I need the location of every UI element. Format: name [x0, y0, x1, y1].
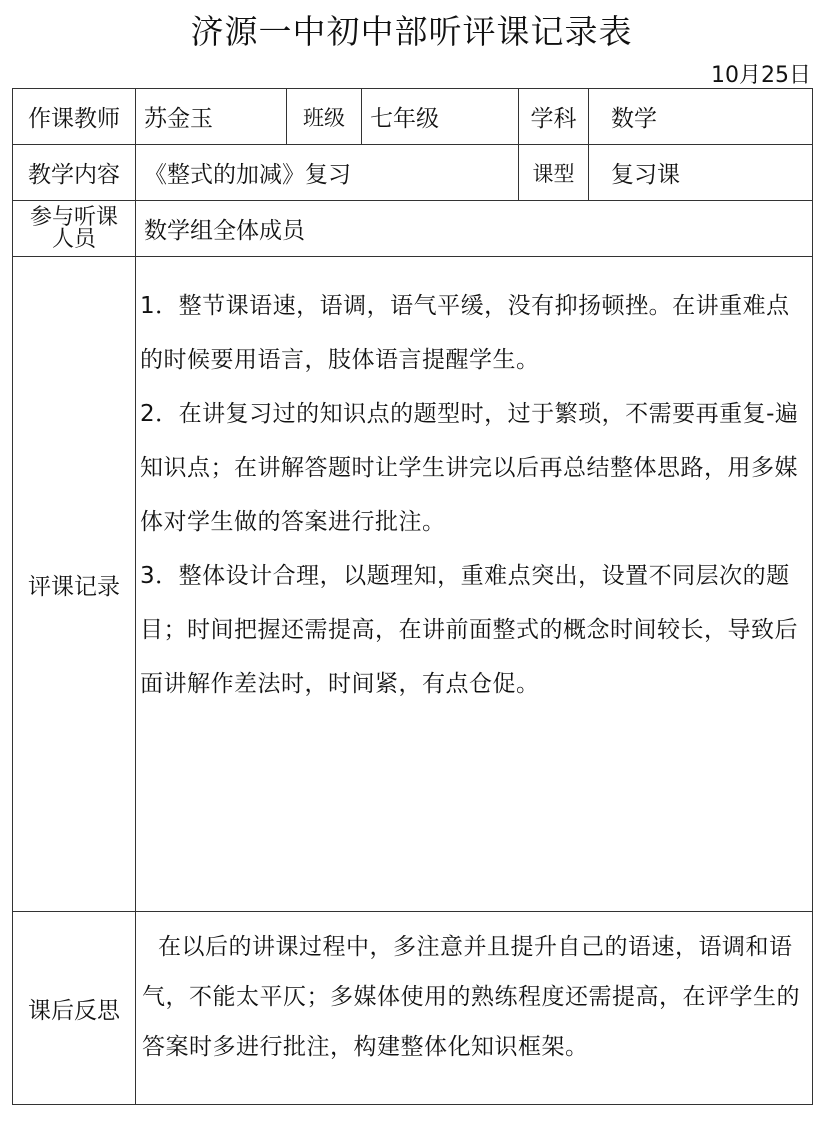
row-record: [13, 257, 813, 912]
label-content: 教学内容: [13, 145, 136, 201]
row-reflection: [13, 912, 813, 1105]
value-subject: 数学: [589, 89, 813, 145]
value-participants: 数学组全体成员: [136, 201, 813, 257]
row-content: [13, 145, 813, 201]
label-participants-line2: 人员: [51, 226, 96, 252]
value-lesson-type: 复习课: [589, 145, 813, 201]
record-date: 10月25日: [711, 63, 811, 88]
page-title: 济源一中初中部听评课记录表: [190, 12, 633, 51]
reflection-paragraph: 在以后的讲课过程中，多注意并且提升自己的语速，语调和语气，不能太平仄；多媒体使用的熟练程度还需提高，在评学生的答案时多进行批注，构建整体化知识框架。: [142, 934, 800, 1060]
label-reflection: 课后反思: [13, 912, 136, 1105]
label-participants-line1: 参与听课: [29, 204, 118, 230]
label-record: 评课记录: [13, 257, 136, 912]
record-table: [12, 88, 813, 1105]
record-item-3: 3．整体设计合理，以题理知，重难点突出，设置不同层次的题目；时间把握还需提高，在讲前面整式的概念时间较长，导致后面讲解作差法时，时间紧，有点仓促。: [140, 563, 798, 697]
value-class: 七年级: [362, 89, 519, 145]
row-participants: [13, 201, 813, 257]
label-subject: 学科: [519, 89, 589, 145]
row-basic-info: [13, 89, 813, 145]
value-teacher: 苏金玉: [136, 89, 287, 145]
label-lesson-type: 课型: [519, 145, 589, 201]
reflection-text: [136, 912, 813, 1105]
label-participants: [13, 201, 136, 257]
label-teacher: 作课教师: [13, 89, 136, 145]
value-content: 《整式的加减》复习: [136, 145, 519, 201]
record-text: [136, 257, 813, 912]
record-item-2: 2．在讲复习过的知识点的题型时，过于繁琐，不需要再重复-遍知识点；在讲解答题时让学生讲完以后再总结整体思路，用多媒体对学生做的答案进行批注。: [140, 401, 799, 535]
record-item-1: 1．整节课语速，语调，语气平缓，没有抑扬顿挫。在讲重难点的时候要用语言，肢体语言提醒学生。: [140, 293, 790, 373]
label-class: 班级: [287, 89, 362, 145]
